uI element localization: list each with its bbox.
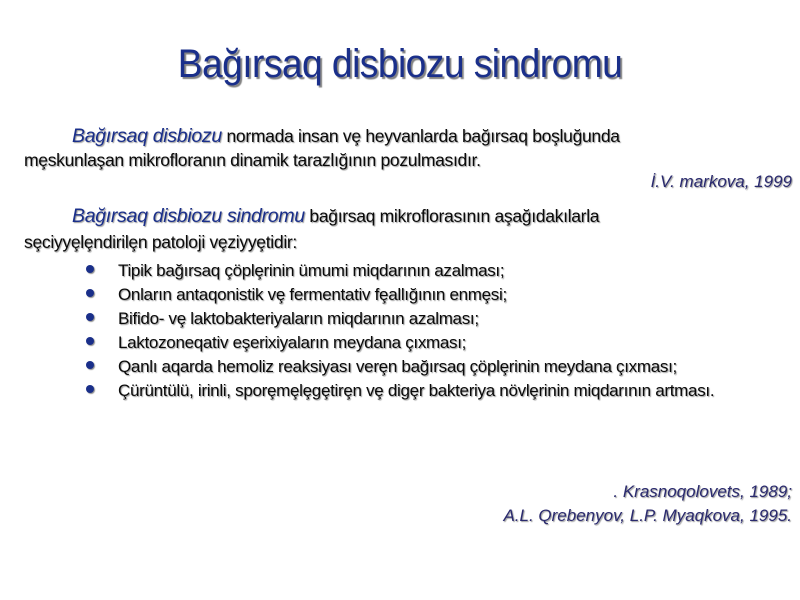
criteria-list bbox=[84, 259, 764, 403]
definition-1-term: Bağırsaq disbiozu bbox=[72, 125, 222, 147]
list-item bbox=[84, 355, 764, 379]
list-item bbox=[84, 259, 764, 283]
page-title: Bağırsaq disbiozu sindromu bbox=[177, 42, 623, 86]
list-item-text: Bifido- vȩ laktobakteriyaların miqdarının azalması; bbox=[118, 309, 479, 328]
definition-1-line-1 bbox=[72, 124, 620, 148]
bullet-dot-icon bbox=[86, 337, 94, 345]
bullet-dot-icon bbox=[86, 385, 94, 393]
list-item bbox=[84, 331, 764, 355]
list-item bbox=[84, 283, 764, 307]
list-item-text: Laktozoneqativ eşerixiyaların meydana çıxması; bbox=[118, 333, 467, 352]
bullet-dot-icon bbox=[86, 313, 94, 321]
definition-1-reference: İ.V. markova, 1999 bbox=[650, 172, 792, 191]
definition-2-text: bağırsaq mikroflorasının aşağıdakılarla bbox=[304, 206, 600, 226]
list-item-text: Onların antaqonistik vȩ fermentativ fȩallığının enmȩsi; bbox=[118, 285, 507, 304]
definition-2-line-2: sȩciyyȩlȩndirilȩn patoloji vȩziyyȩtidir: bbox=[24, 232, 297, 252]
list-item-text: Qanlı aqarda hemoliz reaksiyası verȩn bağırsaq çöplȩrinin meydana çıxması; bbox=[118, 357, 677, 376]
definition-2-term: Bağırsaq disbiozu sindromu bbox=[72, 205, 305, 227]
reference-line-2: A.L. Qrebenyov, L.P. Myaqkova, 1995. bbox=[503, 506, 792, 525]
references bbox=[503, 480, 792, 528]
definition-2-line-1 bbox=[72, 204, 599, 228]
reference-line-1: . Krasnoqolovets, 1989; bbox=[613, 482, 792, 501]
list-item bbox=[84, 379, 764, 403]
bullet-dot-icon bbox=[86, 289, 94, 297]
definition-1-text: normada insan vȩ heyvanlarda bağırsaq boşluğunda bbox=[221, 126, 620, 146]
list-item-text: Tipik bağırsaq çöplȩrinin ümumi miqdarının azalması; bbox=[118, 261, 505, 280]
bullet-dot-icon bbox=[86, 265, 94, 273]
list-item-text: Çürüntülü, irinli, sporȩmȩlȩgȩtirȩn vȩ digȩr bakteriya növlȩrinin miqdarının artması. bbox=[118, 381, 715, 400]
definition-1-line-2: mȩskunlaşan mikrofloranın dinamik tarazlığının pozulmasıdır. bbox=[24, 150, 481, 170]
bullet-dot-icon bbox=[86, 361, 94, 369]
list-item bbox=[84, 307, 764, 331]
